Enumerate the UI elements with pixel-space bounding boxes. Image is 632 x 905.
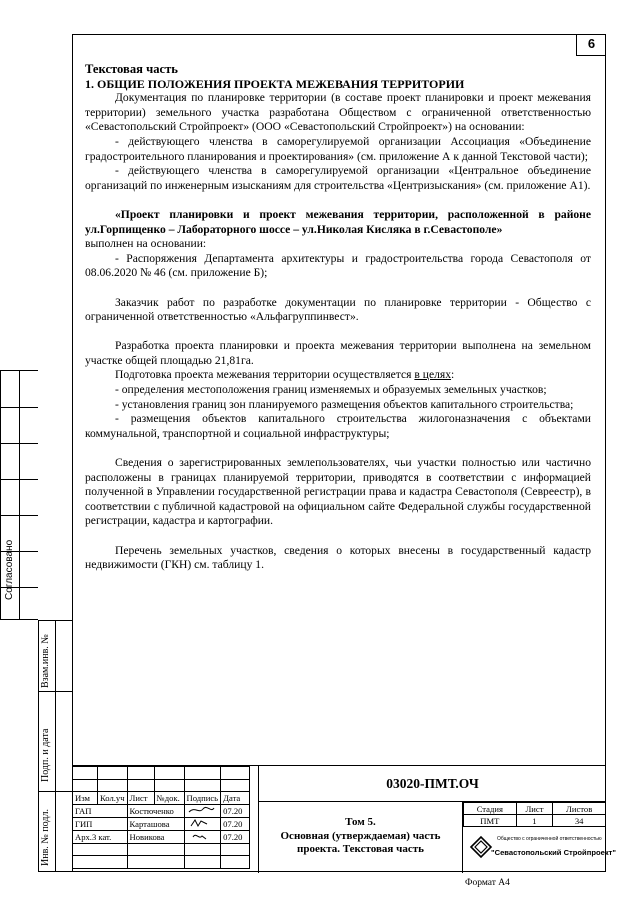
name-cell: Костюченко [127,804,184,817]
volume-title-cell [258,802,462,873]
paragraph: - установления границ зон планируемого размещения объектов капитального строительства; [115,397,574,411]
sheet-number: 6 [576,34,606,56]
sheets-value: 34 [553,815,606,827]
paragraph: Перечень земельных участков, сведения о которых внесены в государственный кадастр недвижимости (ГКН) см. таблицу 1. [85,543,591,572]
agreement-label: Согласовано [4,539,15,600]
role-cell: Арх.3 кат. [73,830,128,843]
volume-title: Основная (утверждаемая) часть проекта. Текстовая часть [280,829,441,855]
sheets-header: Листов [553,803,606,815]
text-span: : [451,368,455,382]
section-title: Текстовая часть [85,62,178,76]
paragraph: - размещения объектов капитального строительства жилогоназначения с объектами коммунальной, транспортной и социальной инфраструктуры; [85,412,591,440]
paragraph: Сведения о зарегистрированных землепользователях, чьи участки полностью или частично расположены в границах планируемой территории, приводятся в соответствии с информацией полученной в Управлении государственной регистрации права и кадастра Севастополя (Севреестр), в соответствии с публичной кадастровой на официальном сайте Федеральной службы государственной регистрации, кадастра и картографии. [85,456,591,528]
header-date: Дата [221,792,250,805]
role-cell: ГАП [73,804,128,817]
signature-icon [187,805,215,815]
document-code: 03020-ПМТ.ОЧ [258,766,606,802]
name-cell: Новикова [127,830,184,843]
revision-table [72,766,250,869]
text-span: Подготовка проекта межевания территории осуществляется [115,368,415,382]
underlined-text: в целях [414,368,452,382]
paragraph: Разработка проекта планировки и проекта межевания территории выполнена на земельном участке общей площадью 21,81га. [85,339,591,367]
stage-cell [462,802,616,873]
paragraph: выполнен на основании: [85,237,207,251]
volume-number: Том 5. [345,816,376,828]
signature-cell [184,830,221,843]
paragraph: Документация по планировке территории (в составе проект планировки и проект межевания территории) земельного участка разработана Обществом с ограниченной ответственностью «Севастопольский Стройпроект» (ООО «Севастопольский Стройпроект») на основании: [85,91,591,134]
format-label: Формат А4 [465,878,510,888]
stage-header: Стадия [464,803,517,815]
logo-line-2: "Севастопольский Стройпроект" [491,848,616,857]
paragraph-goals [85,368,591,383]
paragraph-project-name [85,208,591,237]
sheet-header: Лист [516,803,553,815]
paragraph: - определения местоположения границ изменяемых и образуемых земельных участков; [115,383,547,397]
paragraph: - действующего членства в саморегулируемой организации «Центральное объединение организаций по инженерным изысканиям для строительства «Центризыскания» (см. приложение А1). [85,164,591,192]
project-name-bold: «Проект планировки и проект межевания территории, расположенной в районе ул.Горпищенко – Лабораторного шоссе – ул.Николая Кисляка в г.Севастополе» [85,207,591,236]
header-list: Лист [127,792,154,805]
date-cell: 07.20 [221,817,250,830]
signature-cell [184,817,221,830]
original-inv-label: Инв. № подл. [40,809,51,866]
signature-cell [184,804,221,817]
name-cell: Карташова [127,817,184,830]
logo-line-1: Общество с ограниченной ответственностью [497,836,602,842]
role-cell: ГИП [73,817,128,830]
title-block [72,765,616,872]
paragraph: - Распоряжения Департамента архитектуры и градостроительства города Севастополя от 08.06.2020 № 46 (см. приложение Б); [85,251,591,280]
stage-value: ПМТ [464,815,517,827]
signature-icon [187,831,215,841]
date-cell: 07.20 [221,830,250,843]
paragraph: Заказчик работ по разработке документации по планировке территории - Общество с ограниченной ответственностью «Альфагруппинвест». [85,295,591,324]
signature-date-label: Подп. и дата [40,728,51,782]
stage-table [463,802,606,827]
header-izm: Изм [73,792,98,805]
company-logo [467,829,616,869]
header-sign: Подпись [184,792,221,805]
date-cell: 07.20 [221,804,250,817]
header-doc: №док. [154,792,184,805]
company-logo-icon [469,835,493,859]
document-body [85,62,591,573]
header-kol: Кол.уч [98,792,128,805]
signature-icon [187,818,215,828]
sheet-value: 1 [516,815,553,827]
replacement-inv-label: Взам.инв. № [40,634,51,688]
paragraph: - действующего членства в саморегулируемой организации Ассоциация «Объединение градостроительного планирования и проектирования» (см. приложение А к данной Текстовой части); [85,134,591,163]
heading: 1. ОБЩИЕ ПОЛОЖЕНИЯ ПРОЕКТА МЕЖЕВАНИЯ ТЕРРИТОРИИ [85,76,465,91]
